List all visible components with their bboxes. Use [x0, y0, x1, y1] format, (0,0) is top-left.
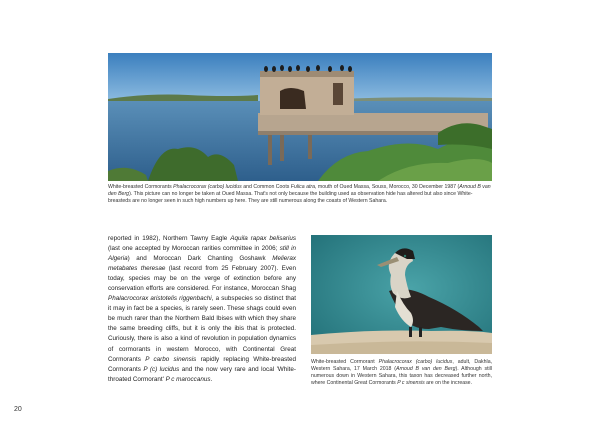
caption-text: are on the increase.: [424, 380, 473, 387]
lagoon-photo: [108, 53, 492, 181]
caption-photographer: Arnoud B van den Berg: [108, 184, 491, 198]
lagoon-photo-art: [108, 53, 492, 181]
body-text: ) and Moroccan Dark Chanting Goshawk: [127, 255, 273, 263]
cormorant-photo: [311, 235, 492, 354]
caption-photographer: Arnoud B van den Berg: [395, 366, 456, 373]
caption-species: P c sinensis: [397, 380, 425, 387]
right-photo-caption: [311, 359, 492, 387]
page-number: 20: [14, 406, 22, 413]
species-name: Aquila rapax belisarius: [230, 235, 297, 242]
species-name: Phalacrocorax aristotelis riggenbachi: [108, 295, 212, 303]
body-text: (last one accepted by Moroccan rarities committee in 2006;: [108, 245, 280, 253]
body-text: .: [210, 375, 213, 383]
caption-text: , adult, Dakhla, Western Sahara, 17 March 2018 (: [311, 359, 493, 373]
caption-text: ). Although still numerous down in Western Sahara, this taxon has decreased further north, where Continental Great Cormorants: [311, 366, 492, 387]
species-name: P carbo sinensis: [145, 355, 197, 363]
caption-species: Phalacrocorax (carbo) lucidus: [378, 359, 453, 365]
cormorant-photo-art: [311, 235, 492, 354]
species-name: P c maroccanus: [165, 375, 211, 383]
body-text: and the now very rare and local 'White-throated Cormorant': [108, 365, 296, 383]
caption-text: White-breasted Cormorant: [311, 359, 379, 365]
body-paragraph: [108, 234, 296, 385]
caption-species: Fulica atra: [290, 184, 316, 190]
body-text: , a subspecies so distinct that it may in fact be a species, is rarely seen. These shags could even be much rarer than the Northern Bald Ibises with which they share the same breeding cliffs, but it is only the ibis that is protected. Curiously, there is also a kind of revolution in population dynamics of cormorants in western Morocco, with Continental Great Cormorants: [108, 295, 296, 363]
top-photo-caption: [108, 184, 494, 205]
caption-text: and Common Coots: [241, 184, 291, 190]
caption-text: , mouth of Oued Massa, Souss, Morocco, 30 December 1987 (: [315, 184, 460, 190]
species-name: Melierax metabates theresae: [108, 255, 296, 273]
body-text: (last record from 25 February 2007). Even today, species may be on the verge of extinction before any conservation efforts are considered. For instance, Moroccan Shag: [108, 265, 296, 293]
caption-species: Phalacrocorax (carbo) lucidus: [173, 184, 242, 190]
species-name: P (c) lucidus: [143, 365, 180, 373]
body-italic: still in Algeria: [108, 245, 296, 263]
caption-text: ). This picture can no longer be taken at Oued Massa. That's not only because the building used as observation hide has altered but also since White-breasteds are no longer seen in such high numbers up here. They are still numerous along the coasts of Western Sahara.: [108, 191, 473, 205]
body-text: reported in 1982), Northern Tawny Eagle: [108, 235, 231, 242]
body-text: rapidly replacing White-breasted Cormorants: [108, 355, 296, 373]
caption-text: White-breasted Cormorants: [108, 184, 174, 190]
